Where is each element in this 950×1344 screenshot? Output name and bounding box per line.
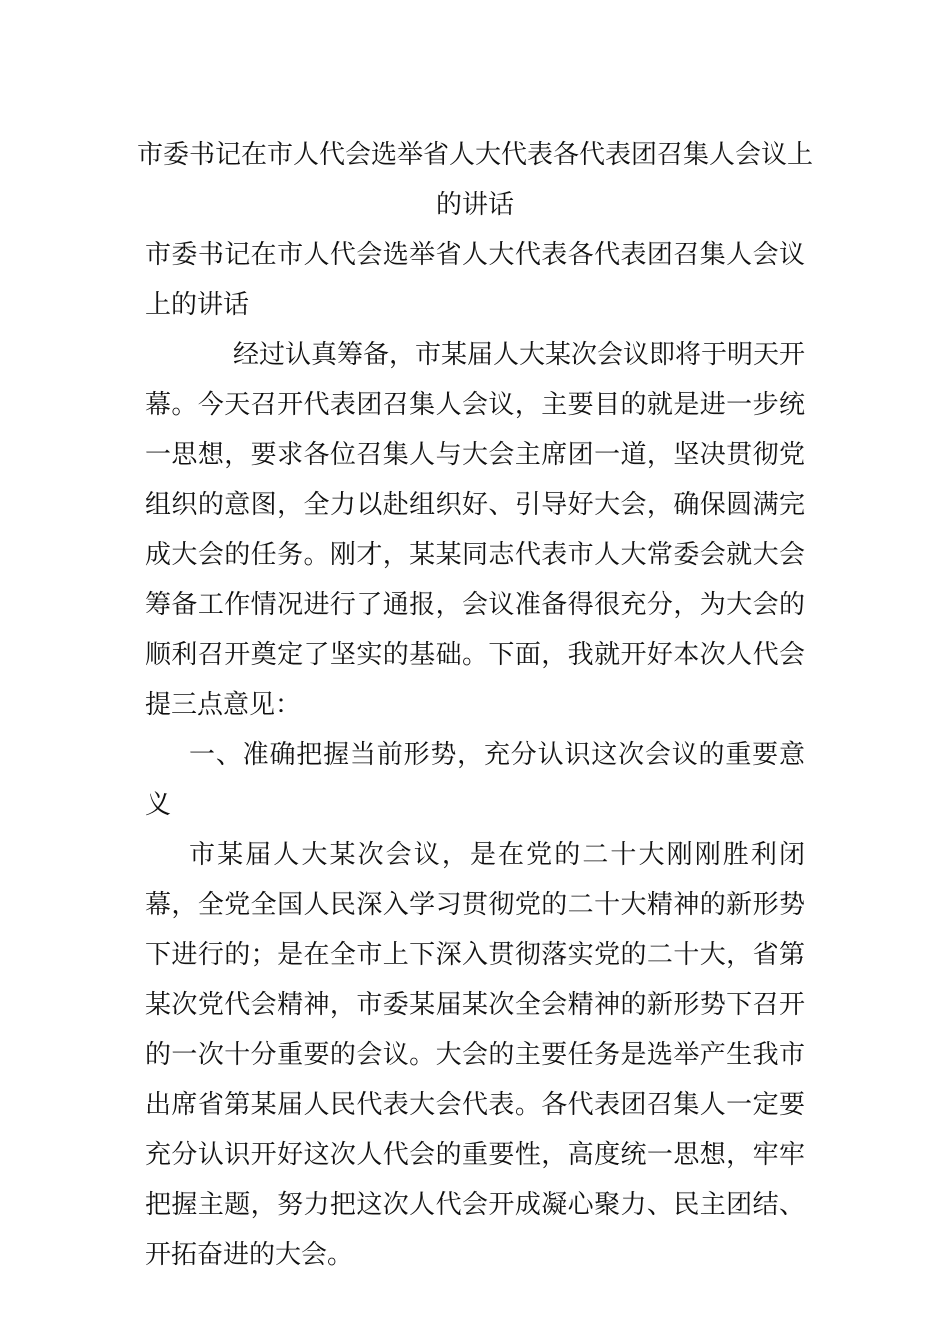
document-subtitle: 市委书记在市人代会选举省人大代表各代表团召集人会议上的讲话 — [145, 240, 805, 320]
paragraph-section-1: 市某届人大某次会议，是在党的二十大刚刚胜利闭幕，全党全国人民深入学习贯彻党的二十大精神的新形势下进行的；是在全市上下深入贯彻落实党的二十大，省第某次党代会精神，市委某届某次全会精神的新形势下召开的一次十分重要的会议。大会的主要任务是选举产生我市出席省第某届人民代表大会代表。各代表团召集人一定要充分认识开好这次人代会的重要性，高度统一思想，牢牢把握主题，努力把这次人代会开成凝心聚力、民主团结、开拓奋进的大会。 — [145, 840, 805, 1270]
paragraph-intro: 经过认真筹备，市某届人大某次会议即将于明天开幕。今天召开代表团召集人会议，主要目的就是进一步统一思想，要求各位召集人与大会主席团一道，坚决贯彻党组织的意图，全力以赴组织好、引导好大会，确保圆满完成大会的任务。刚才，某某同志代表市人大常委会就大会筹备工作情况进行了通报，会议准备得很充分，为大会的顺利召开奠定了坚实的基础。下面，我就开好本次人代会提三点意见： — [145, 340, 806, 720]
document-body — [145, 330, 805, 1280]
document-page — [137, 0, 814, 1344]
section-heading-1: 一、准确把握当前形势，充分认识这次会议的重要意义 — [145, 740, 805, 820]
document-title: 市委书记在市人代会选举省人大代表各代表团召集人会议上的讲话 — [137, 140, 814, 220]
